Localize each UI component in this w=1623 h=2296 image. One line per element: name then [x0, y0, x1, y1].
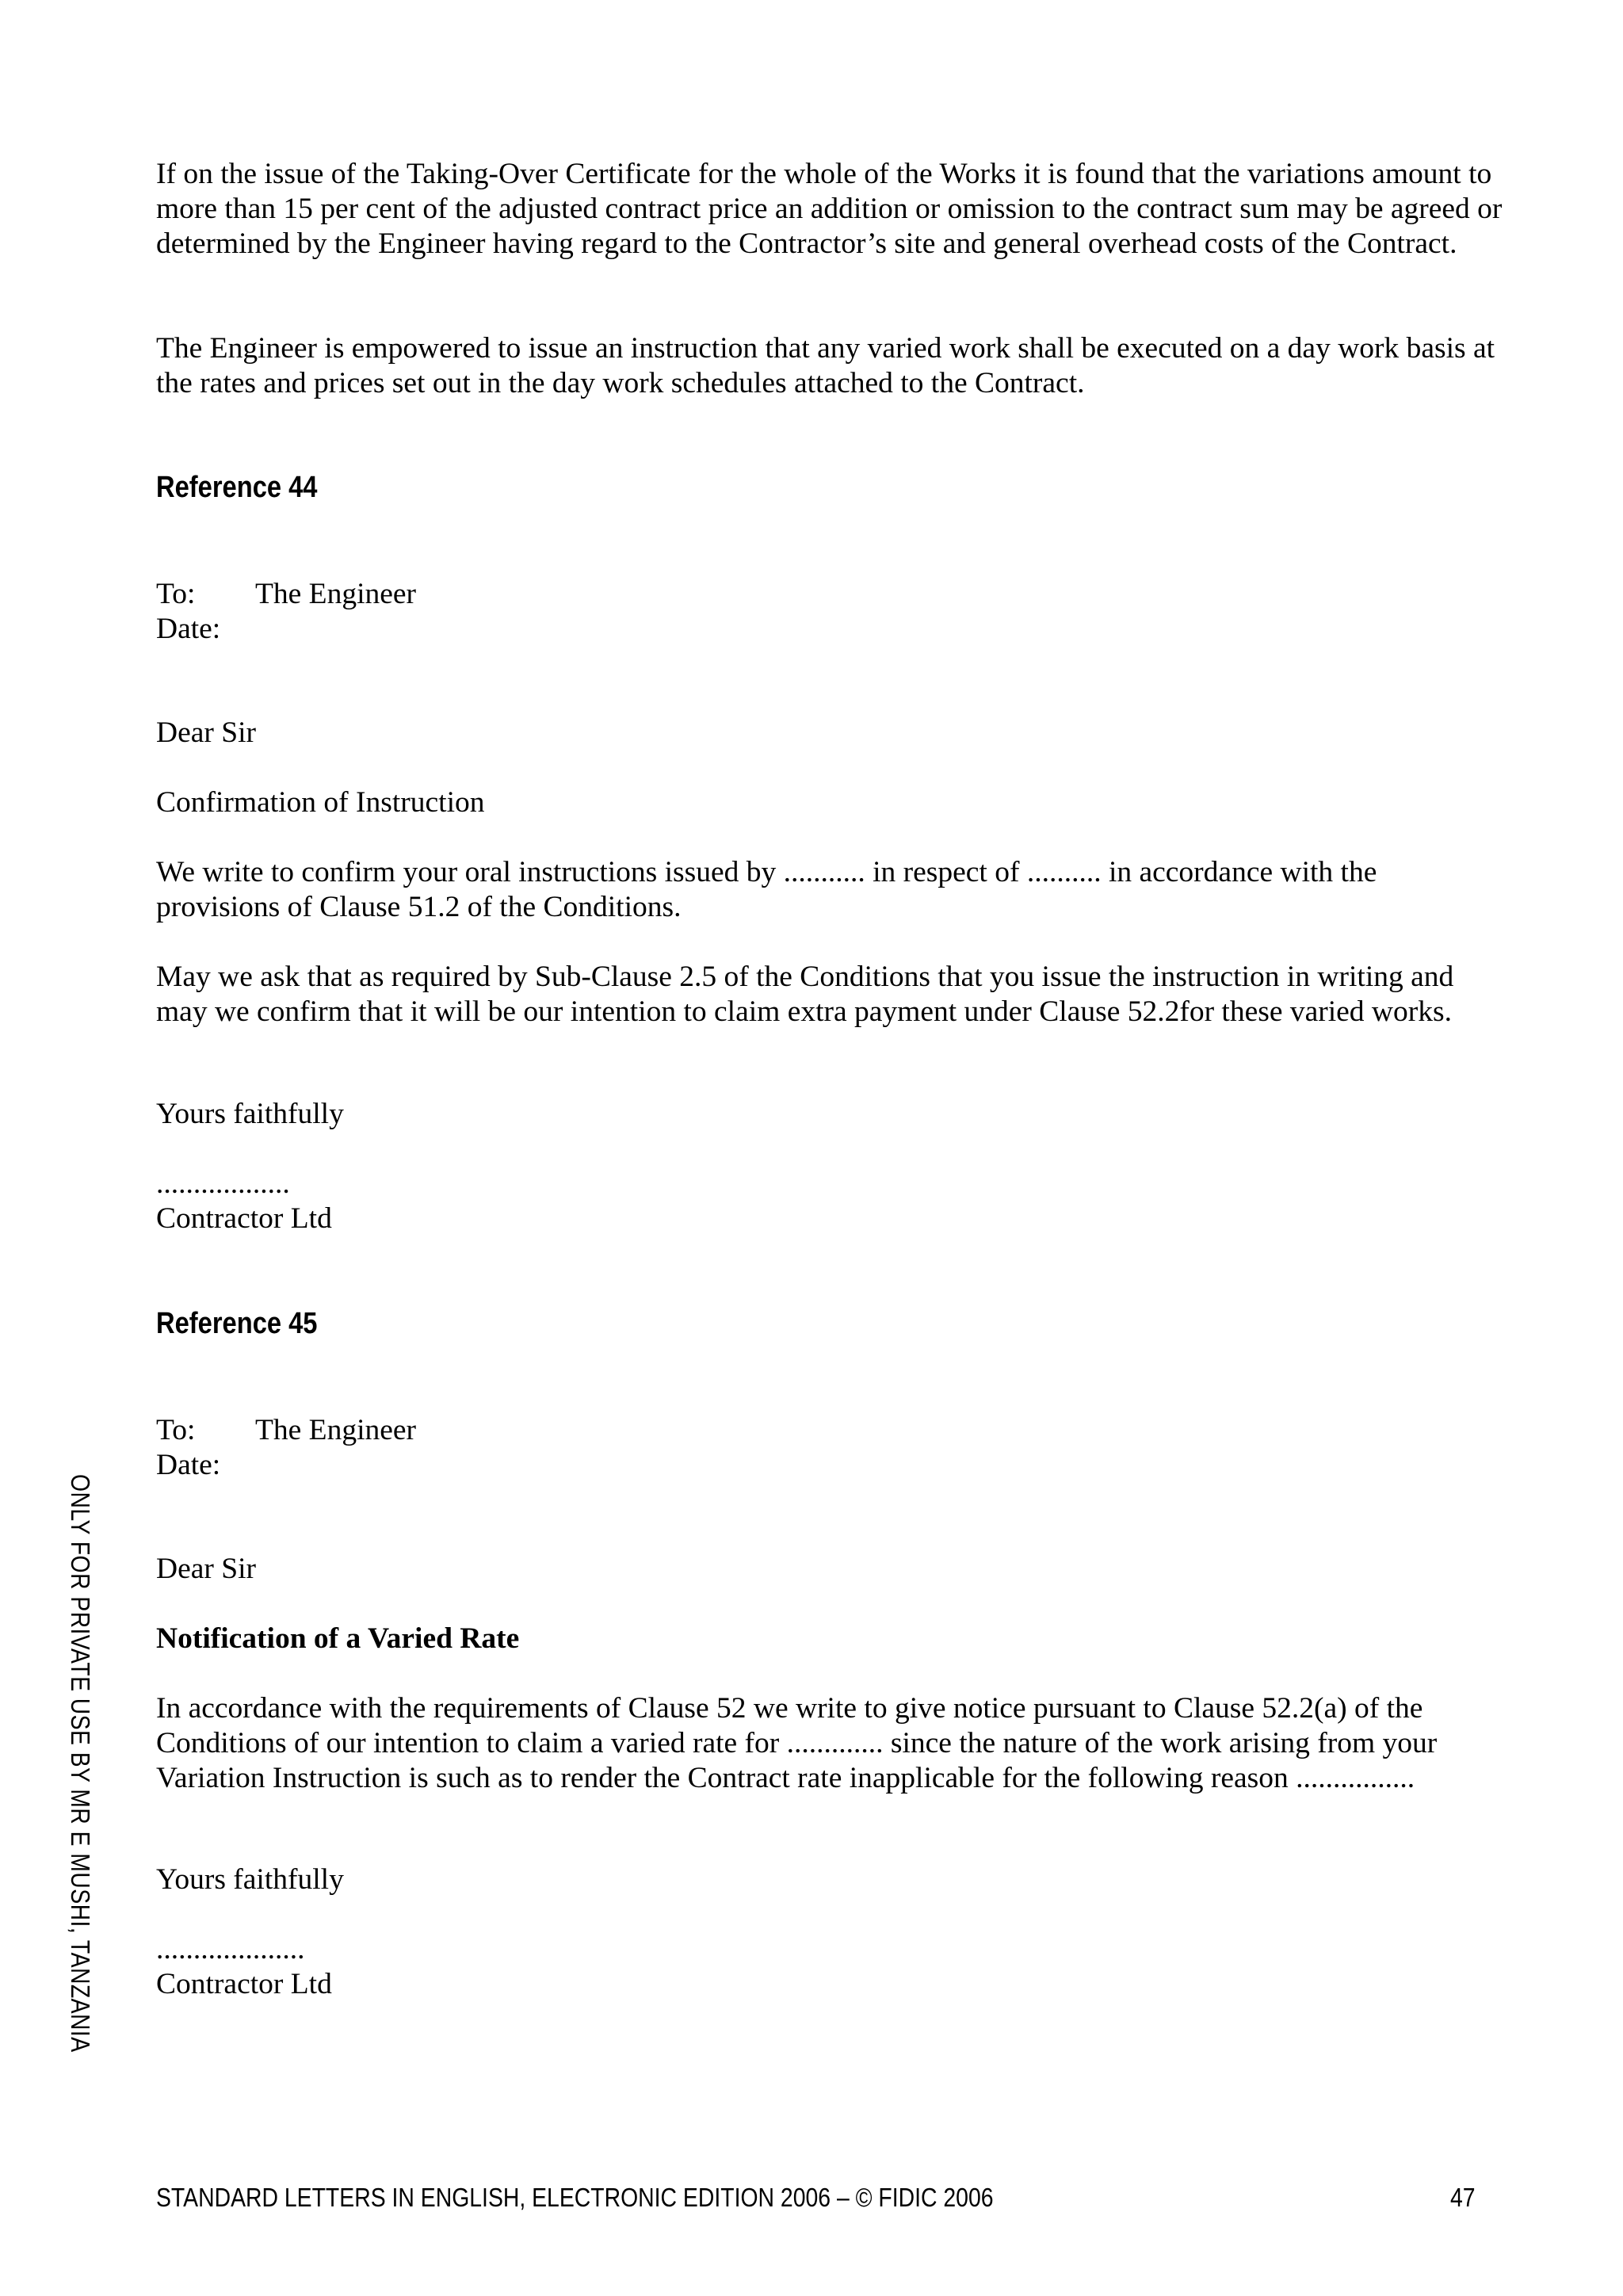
reference-45-signature-line: ....................: [156, 1933, 305, 1966]
to-label: To:: [156, 578, 196, 610]
date-label: Date:: [156, 1449, 221, 1481]
side-watermark-text: ONLY FOR PRIVATE USE BY MR E MUSHI, TANZANIA: [66, 1474, 95, 2053]
page-number: 47: [1450, 2183, 1476, 2212]
reference-44-closing: Yours faithfully: [156, 1098, 344, 1130]
reference-44-body-2: May we ask that as required by Sub-Clause 2.5 of the Conditions that you issue the instruction in writing and may we confirm that it will be our intention to claim extra payment under Clause 52.2for these varied works.: [156, 961, 1454, 1028]
reference-44-date-line: [156, 612, 255, 647]
reference-45-to-line: [156, 1413, 416, 1448]
reference-44-signatory: Contractor Ltd: [156, 1202, 332, 1235]
reference-44-signature-line: ..................: [156, 1167, 290, 1200]
recipient: The Engineer: [255, 578, 417, 610]
reference-45-date-line: [156, 1448, 255, 1483]
reference-45-heading: Reference 45: [156, 1307, 318, 1340]
intro-paragraph-1: If on the issue of the Taking-Over Certificate for the whole of the Works it is found that the variations amount to more than 15 per cent of the adjusted contract price an addition or omission to the contract sum may be agreed or determined by the Engineer having regard to the Contractor’s site and general overhead costs of the Contract.: [156, 158, 1503, 260]
reference-45-signatory: Contractor Ltd: [156, 1968, 332, 2000]
reference-45-subject: Notification of a Varied Rate: [156, 1622, 520, 1655]
reference-44-body-1: We write to confirm your oral instructions issued by ........... in respect of .......... in accordance with the provisions of Clause 51.2 of the Conditions.: [156, 856, 1377, 923]
reference-45-body-1: In accordance with the requirements of Clause 52 we write to give notice pursuant to Clause 52.2(a) of the Conditions of our intention to claim a varied rate for ............. since the nature of the work arising from your Variation Instruction is such as to render the Contract rate inapplicable for the following reason ................: [156, 1692, 1438, 1794]
recipient: The Engineer: [255, 1414, 417, 1446]
to-label: To:: [156, 1414, 196, 1446]
reference-44-heading: Reference 44: [156, 471, 318, 504]
reference-45-salutation: Dear Sir: [156, 1553, 256, 1585]
date-label: Date:: [156, 613, 221, 645]
reference-45-closing: Yours faithfully: [156, 1863, 344, 1896]
intro-paragraph-2: The Engineer is empowered to issue an instruction that any varied work shall be executed on a day work basis at the rates and prices set out in the day work schedules attached to the Contract.: [156, 332, 1495, 399]
footer-edition: STANDARD LETTERS IN ENGLISH, ELECTRONIC EDITION 2006 – © FIDIC 2006: [156, 2183, 994, 2212]
reference-44-salutation: Dear Sir: [156, 716, 256, 749]
reference-44-to-line: [156, 577, 416, 612]
reference-44-subject: Confirmation of Instruction: [156, 786, 485, 819]
